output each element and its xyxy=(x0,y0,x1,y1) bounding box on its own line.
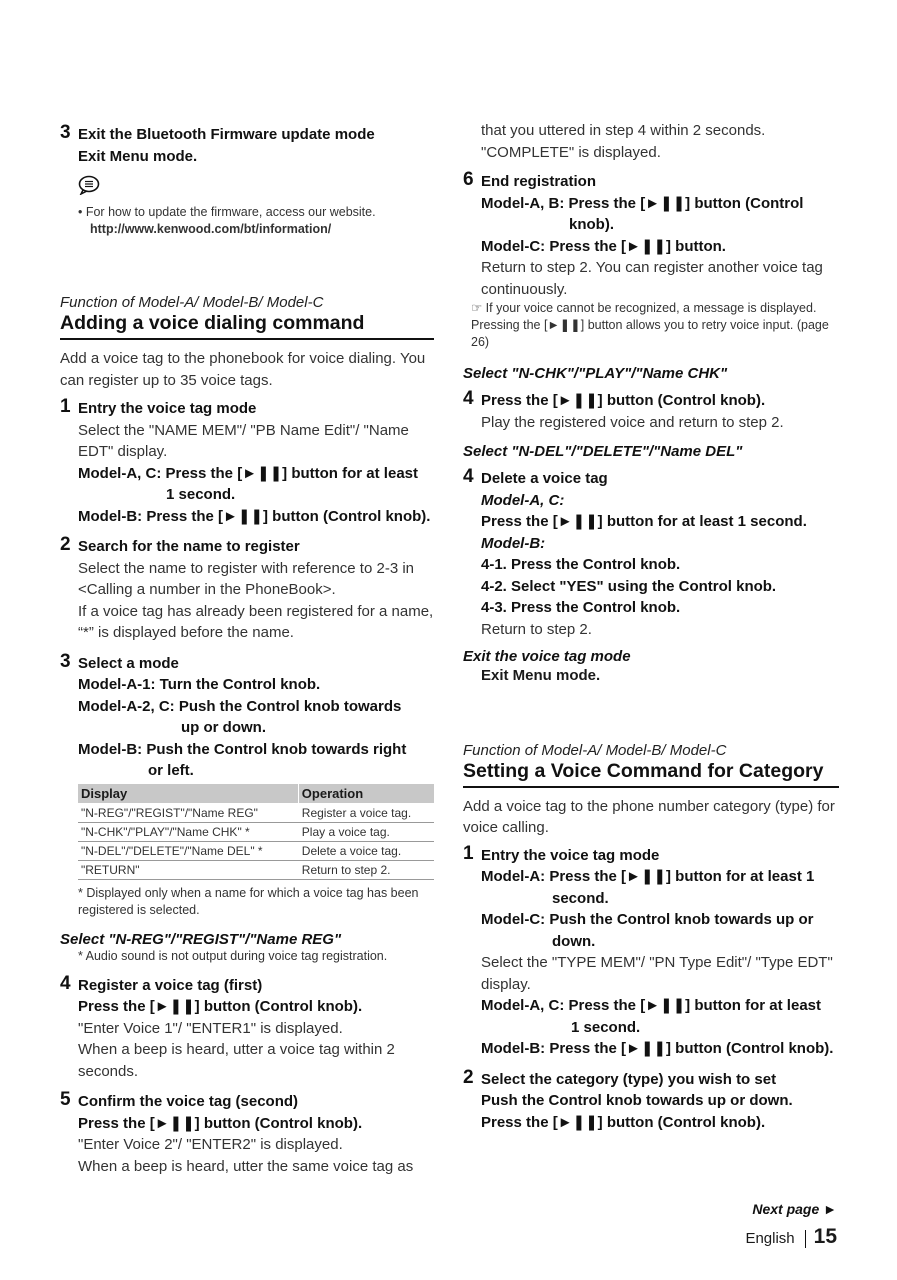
table-header: Operation xyxy=(298,784,434,804)
table-cell: Play a voice tag. xyxy=(298,822,434,841)
model-label: Model-B: xyxy=(481,534,546,552)
next-page-label: Next page ► xyxy=(752,1201,837,1217)
step-body: Select the name to register with reference to 2-3 in <Calling a number in the PhoneBook>. xyxy=(78,559,415,598)
step-5-confirm xyxy=(60,1091,434,1177)
step-4-play xyxy=(463,390,839,433)
step-number: 3 xyxy=(60,122,71,143)
model-line: Model-A-2, C: Push the Control knob towards xyxy=(78,697,402,715)
model-line: Model-A-1: Turn the Control knob. xyxy=(78,676,321,693)
model-line-cont: second. xyxy=(552,889,609,907)
substep: 4-1. Press the Control knob. xyxy=(481,556,681,573)
step-body: Select the "NAME MEM"/ "PB Name Edit"/ "Name EDT" display. xyxy=(78,421,409,460)
table-cell: Return to step 2. xyxy=(298,860,434,879)
model-line-cont: or left. xyxy=(148,762,194,779)
step-heading: End registration xyxy=(481,173,597,190)
model-line-cont: knob). xyxy=(569,216,614,233)
table-cell: Delete a voice tag. xyxy=(298,841,434,860)
model-line: Model-B: Push the Control knob towards right xyxy=(78,740,407,758)
model-line: Model-C: Press the [►❚❚] button. xyxy=(481,237,726,255)
continuation xyxy=(463,120,839,163)
table-cell: "RETURN" xyxy=(78,860,298,879)
step-body: Return to step 2. xyxy=(481,620,592,638)
model-line: Press the [►❚❚] button for at least 1 second. xyxy=(481,513,807,530)
step-3-mode xyxy=(60,650,434,919)
model-line: Model-B: Press the [►❚❚] button (Control knob). xyxy=(481,1040,834,1057)
step-number: 1 xyxy=(463,842,474,864)
step-number: 2 xyxy=(463,1066,474,1088)
step-heading: Delete a voice tag xyxy=(481,470,608,487)
step-heading: Register a voice tag (first) xyxy=(78,976,263,994)
note-block xyxy=(60,175,434,238)
table-cell: "N-CHK"/"PLAY"/"Name CHK" * xyxy=(78,822,298,841)
section-title: Setting a Voice Command for Category xyxy=(463,759,839,788)
exit-heading: Exit the voice tag mode xyxy=(463,648,631,665)
section-title: Adding a voice dialing command xyxy=(60,311,434,340)
model-line: Model-A: Press the [►❚❚] button for at least 1 xyxy=(481,868,815,885)
step-heading: Search for the name to register xyxy=(78,538,300,555)
continuation-line: that you uttered in step 4 within 2 seconds. xyxy=(481,122,766,139)
step-6-end xyxy=(463,171,839,300)
step-number: 2 xyxy=(60,534,71,555)
step-number: 3 xyxy=(60,650,71,672)
section-intro: Add a voice tag to the phone number category (type) for voice calling. xyxy=(463,797,835,836)
step-line: Push the Control knob towards up or down. xyxy=(481,1092,793,1109)
page-footer xyxy=(745,1225,837,1249)
table-header-row xyxy=(78,784,434,804)
step-heading: Confirm the voice tag (second) xyxy=(78,1093,299,1110)
footer-divider xyxy=(805,1230,806,1248)
section-subtitle: Function of Model-A/ Model-B/ Model-C xyxy=(60,294,324,311)
table-cell: "N-REG"/"REGIST"/"Name REG" xyxy=(78,803,298,822)
step-body: Return to step 2. You can register another voice tag continuously. xyxy=(481,259,823,298)
step-number: 6 xyxy=(463,169,474,190)
step-3-exit-firmware xyxy=(60,124,434,167)
note-icon xyxy=(78,175,100,195)
left-column xyxy=(60,124,434,1177)
select-chk-heading: Select "N-CHK"/"PLAY"/"Name CHK" xyxy=(463,365,728,382)
model-line: Model-A, C: Press the [►❚❚] button for at least xyxy=(481,997,821,1014)
category-step-2 xyxy=(463,1066,839,1134)
select-del-heading: Select "N-DEL"/"DELETE"/"Name DEL" xyxy=(463,443,743,460)
step-line: Press the [►❚❚] button (Control knob). xyxy=(78,998,363,1015)
section-intro: Add a voice tag to the phonebook for voice dialing. You can register up to 35 voice tags. xyxy=(60,350,426,389)
step-body: Select the "TYPE MEM"/ "PN Type Edit"/ "Type EDT" display. xyxy=(481,954,833,993)
step-heading: Exit the Bluetooth Firmware update mode xyxy=(78,126,375,143)
category-step-1 xyxy=(463,842,839,1060)
page-number: 15 xyxy=(813,1225,837,1248)
substep: 4-3. Press the Control knob. xyxy=(481,599,681,616)
step-heading: Select a mode xyxy=(78,654,179,672)
mode-table xyxy=(78,784,434,880)
note-text: • For how to update the firmware, access our website. xyxy=(78,205,376,219)
table-row xyxy=(78,803,434,822)
step-1-entry xyxy=(60,398,434,527)
step-number: 5 xyxy=(60,1089,71,1110)
step-number: 1 xyxy=(60,396,71,417)
step-4-delete xyxy=(463,468,839,640)
step-number: 4 xyxy=(60,972,71,994)
table-row xyxy=(78,822,434,841)
table-cell: Register a voice tag. xyxy=(298,803,434,822)
model-line: Model-C: Push the Control knob towards up or xyxy=(481,911,814,928)
step-body: When a beep is heard, utter a voice tag within 2 seconds. xyxy=(78,1041,395,1080)
step-heading: Entry the voice tag mode xyxy=(481,846,660,864)
step-line: Press the [►❚❚] button (Control knob). xyxy=(78,1114,363,1132)
step-number: 4 xyxy=(463,388,474,409)
step-body: Play the registered voice and return to step 2. xyxy=(481,413,784,431)
step-heading: Select the category (type) you wish to set xyxy=(481,1070,777,1088)
model-line-cont: up or down. xyxy=(181,719,266,736)
step-2-search xyxy=(60,536,434,644)
continuation-line: "COMPLETE" is displayed. xyxy=(481,143,661,161)
step-body: "Enter Voice 1"/ "ENTER1" is displayed. xyxy=(78,1019,343,1037)
step-heading: Entry the voice tag mode xyxy=(78,400,257,417)
section-subtitle: Function of Model-A/ Model-B/ Model-C xyxy=(463,741,727,759)
tip-note: ☞ If your voice cannot be recognized, a message is displayed. Pressing the [►❚❚] button allows you to retry voice input. (page 26) xyxy=(471,301,829,349)
step-body: If a voice tag has already been registered for a name, “*” is displayed before the name. xyxy=(78,602,434,641)
step-body: "Enter Voice 2"/ "ENTER2" is displayed. xyxy=(78,1136,343,1153)
model-line: Model-A, B: Press the [►❚❚] button (Control xyxy=(481,194,804,212)
right-column xyxy=(463,120,839,1133)
model-line: Model-A, C: Press the [►❚❚] button for at least xyxy=(78,464,418,482)
language-label: English xyxy=(745,1230,795,1247)
step-heading: Press the [►❚❚] button (Control knob). xyxy=(481,392,766,409)
table-row xyxy=(78,860,434,879)
step-line: Press the [►❚❚] button (Control knob). xyxy=(481,1113,766,1131)
model-line-cont: down. xyxy=(552,932,596,950)
substep: 4-2. Select "YES" using the Control knob. xyxy=(481,577,777,595)
table-footnote: * Displayed only when a name for which a voice tag has been registered is selected. xyxy=(78,885,419,917)
model-line: Model-B: Press the [►❚❚] button (Control knob). xyxy=(78,507,431,525)
step-4-register xyxy=(60,972,434,1083)
table-row xyxy=(78,841,434,860)
select-reg-note: * Audio sound is not output during voice tag registration. xyxy=(78,948,388,963)
model-line-cont: 1 second. xyxy=(166,486,236,503)
step-number: 4 xyxy=(463,466,474,487)
step-body: When a beep is heard, utter the same voice tag as xyxy=(78,1157,414,1175)
step-line: Exit Menu mode. xyxy=(78,147,198,165)
model-label: Model-A, C: xyxy=(481,491,565,509)
table-header: Display xyxy=(78,784,298,804)
table-cell: "N-DEL"/"DELETE"/"Name DEL" * xyxy=(78,841,298,860)
firmware-url[interactable]: http://www.kenwood.com/bt/information/ xyxy=(90,222,332,236)
model-line-cont: 1 second. xyxy=(571,1018,641,1036)
select-reg-heading: Select "N-REG"/"REGIST"/"Name REG" xyxy=(60,930,342,948)
exit-line: Exit Menu mode. xyxy=(481,667,601,684)
